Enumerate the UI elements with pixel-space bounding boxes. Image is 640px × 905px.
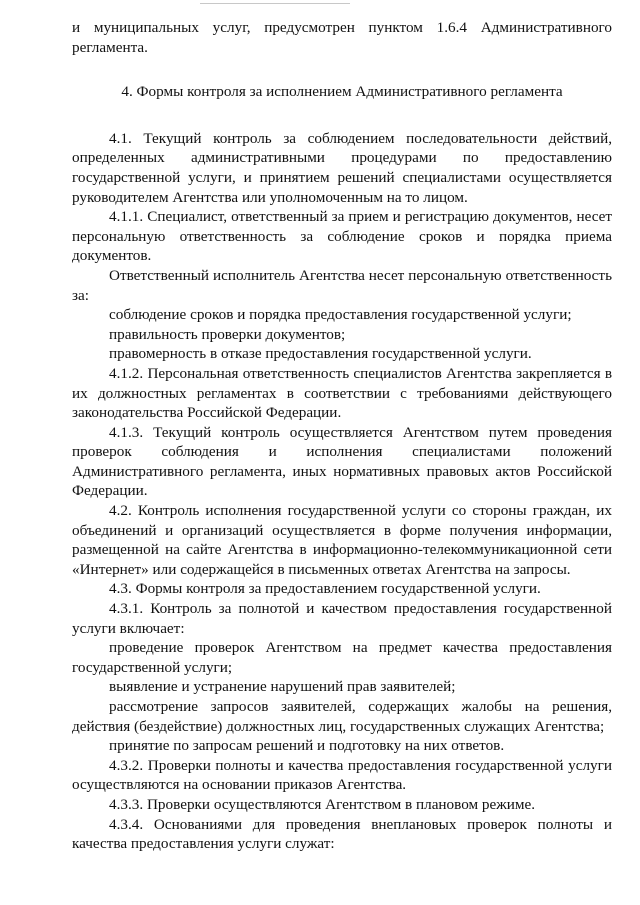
- paragraph-4-1: 4.1. Текущий контроль за соблюдением последовательности действий, определенных административными процедурами по предоставлению государственной услуги, и принятием решений специалистами осуществляется руководителем Агентства или уполномоченным на то лицом.: [72, 129, 612, 206]
- list-item: правильность проверки документов;: [109, 325, 346, 343]
- paragraph-4-1-2: 4.1.2. Персональная ответственность специалистов Агентства закрепляется в их должностных регламентах в соответствии с требованиями действующего законодательства Российской Федерации.: [72, 364, 612, 422]
- list-item: рассмотрение запросов заявителей, содержащих жалобы на решения, действия (бездействие) должностных лиц, государственных служащих Агентства;: [72, 698, 612, 735]
- top-divider: [200, 3, 350, 4]
- list-item: принятие по запросам решений и подготовку на них ответов.: [109, 737, 505, 755]
- list-item: правомерность в отказе предоставления государственной услуги.: [109, 345, 532, 363]
- continuation-text: и муниципальных услуг, предусмотрен пунктом 1.6.4 Административного регламента.: [72, 19, 612, 56]
- paragraph-4-1-1: 4.1.1. Специалист, ответственный за прием и регистрацию документов, несет персональную ответственность за соблюдение сроков и порядка приема документов.: [72, 208, 612, 265]
- list-item: соблюдение сроков и порядка предоставления государственной услуги;: [109, 306, 572, 324]
- paragraph-responsible: Ответственный исполнитель Агентства несет персональную ответственность за:: [72, 266, 612, 304]
- list-item: выявление и устранение нарушений прав заявителей;: [109, 678, 456, 696]
- paragraph-4-3: 4.3. Формы контроля за предоставлением государственной услуги.: [109, 580, 541, 598]
- paragraph-4-1-3: 4.1.3. Текущий контроль осуществляется Агентством путем проведения проверок соблюдения и исполнения специалистами положений Административного регламента, иных нормативных правовых актов Российской Федерации.: [72, 423, 612, 500]
- paragraph-4-3-1: 4.3.1. Контроль за полнотой и качеством предоставления государственной услуги включает:: [72, 600, 612, 637]
- paragraph-4-3-4: 4.3.4. Основаниями для проведения внеплановых проверок полноты и качества предоставления услуги служат:: [72, 815, 612, 853]
- list-item: проведение проверок Агентством на предмет качества предоставления государственной услуги;: [72, 639, 612, 676]
- paragraph-4-3-2: 4.3.2. Проверки полноты и качества предоставления государственной услуги осуществляются на основании приказов Агентства.: [72, 756, 612, 794]
- paragraph-4-2: 4.2. Контроль исполнения государственной услуги со стороны граждан, их объединений и организаций осуществляется в форме получения информации, размещенной на сайте Агентства в информационно-телекоммуникационной сети «Интернет» или содержащейся в письменных ответах Агентства на запросы.: [72, 502, 612, 578]
- section-heading: 4. Формы контроля за исполнением Административного регламента: [121, 83, 563, 101]
- document-page: [72, 18, 612, 854]
- paragraph-4-3-3: 4.3.3. Проверки осуществляются Агентством в плановом режиме.: [109, 795, 536, 813]
